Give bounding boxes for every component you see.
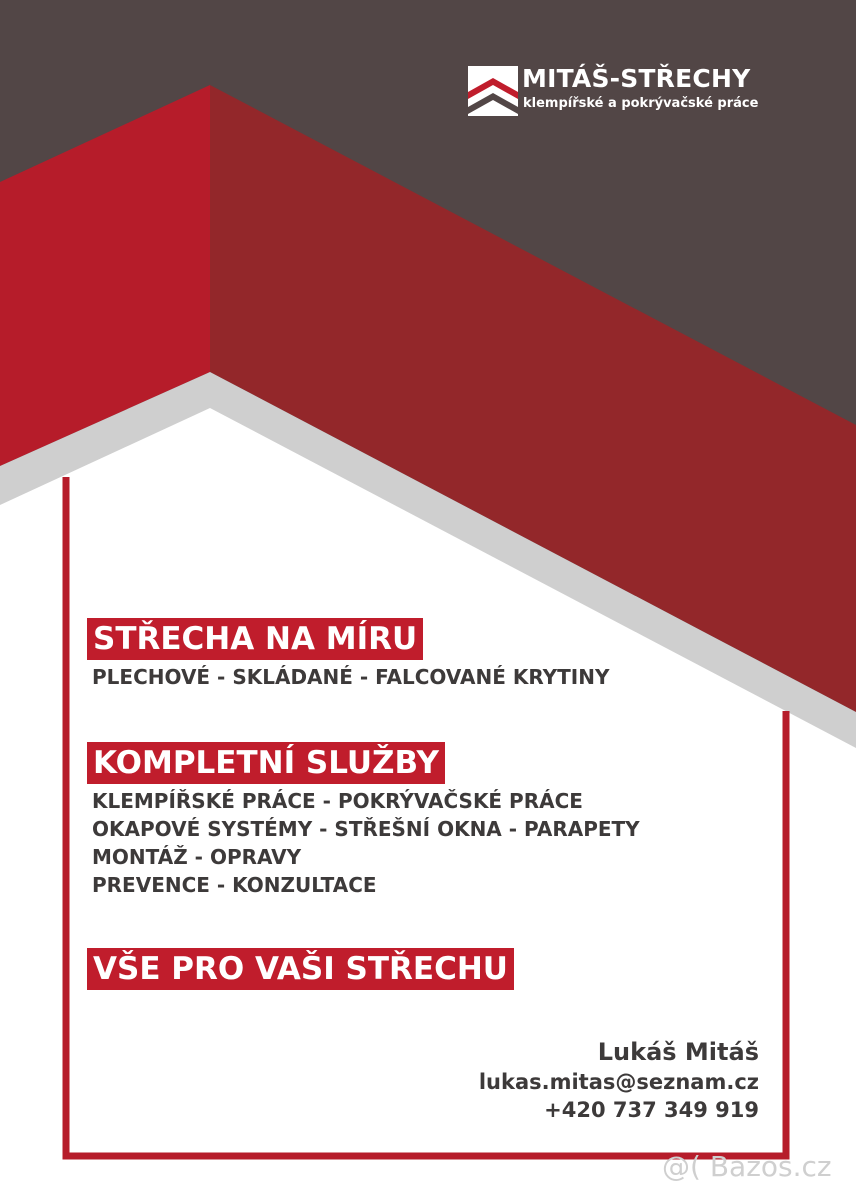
service-line: MONTÁŽ - OPRAVY [92,845,302,869]
service-line: KLEMPÍŘSKÉ PRÁCE - POKRÝVAČSKÉ PRÁCE [92,789,583,813]
company-logo [468,66,768,118]
contact-name: Lukáš Mitáš [597,1038,759,1066]
heading-custom-roof: STŘECHA NA MÍRU [87,618,423,660]
bazos-watermark: @( Bazos.cz [662,1150,832,1183]
heading-complete-services: KOMPLETNÍ SLUŽBY [87,742,445,784]
service-line: PREVENCE - KONZULTACE [92,873,377,897]
service-line: OKAPOVÉ SYSTÉMY - STŘEŠNÍ OKNA - PARAPETY [92,817,640,841]
company-name: MITÁŠ-STŘECHY [522,64,751,93]
contact-email[interactable]: lukas.mitas@seznam.cz [478,1070,759,1094]
company-tagline: klempířské a pokrývačské práce [523,96,759,111]
heading-everything-for-roof: VŠE PRO VAŠI STŘECHU [87,948,514,990]
contact-phone[interactable]: +420 737 349 919 [544,1098,759,1122]
roofing-types-line: PLECHOVÉ - SKLÁDANÉ - FALCOVANÉ KRYTINY [92,665,610,689]
roof-logo-icon [468,66,518,116]
